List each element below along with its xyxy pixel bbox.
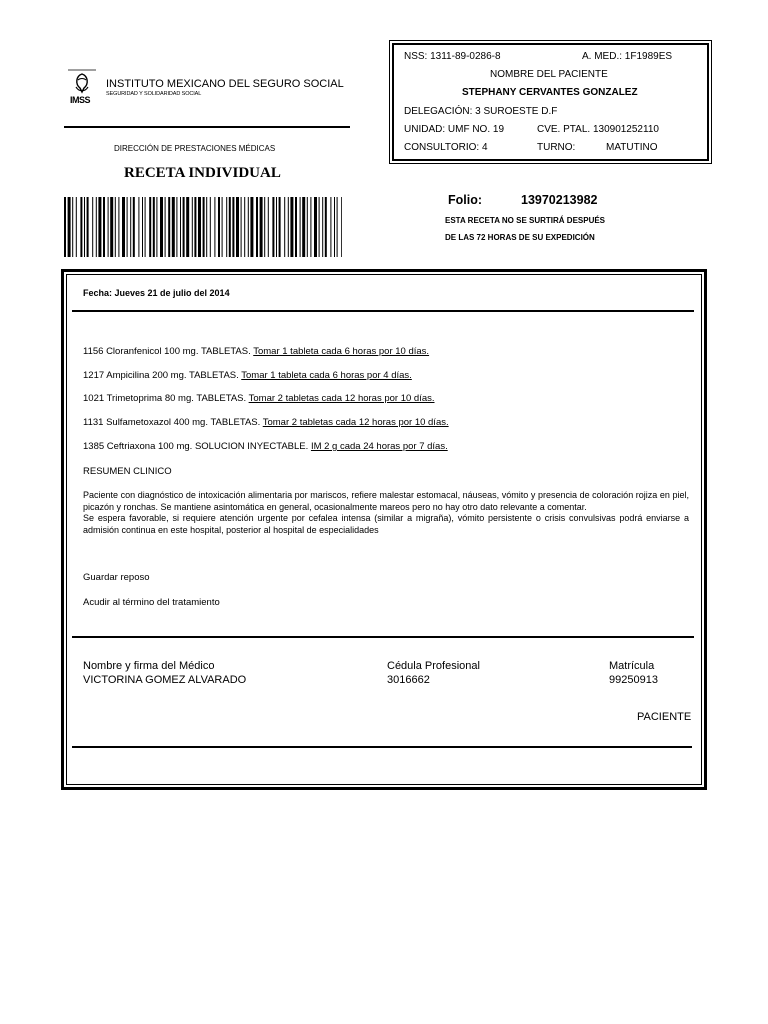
barcode-bar	[260, 197, 263, 257]
footer-divider	[72, 746, 692, 748]
barcode-bar	[218, 197, 220, 257]
barcode-bar	[310, 197, 311, 257]
unidad-field: UNIDAD: UMF NO. 19	[404, 124, 505, 135]
header-divider	[64, 126, 350, 128]
barcode-bar	[198, 197, 201, 257]
barcode-bar	[272, 197, 274, 257]
indication-followup: Acudir al término del tratamiento	[83, 597, 220, 608]
turno-label: TURNO:	[537, 142, 576, 153]
barcode-bar	[276, 197, 277, 257]
barcode-bar	[250, 197, 253, 257]
barcode-bar	[72, 197, 73, 257]
folio-label: Folio:	[448, 193, 483, 207]
clinical-summary-paragraph: Paciente con diagnóstico de intoxicación alimentaria por mariscos, refiere malestar estomacal, náuseas, vómito y presencia de coloración rojiza en piel, picazón y ronchas. Se mantiene asintomática en general, ocasionalmente mareos pero no hay otro dato relevante a comentar.	[83, 490, 689, 512]
expiry-notice-line-1: ESTA RECETA NO SE SURTIRÁ DESPUÉS	[445, 216, 606, 225]
matricula-value: 99250913	[609, 674, 658, 686]
clinical-summary-body	[83, 490, 689, 536]
barcode-bar	[288, 197, 289, 257]
cedula-label: Cédula Profesional	[387, 660, 480, 672]
barcode-bar	[241, 197, 242, 257]
barcode-bar	[210, 197, 211, 257]
barcode-bar	[300, 197, 301, 257]
medication-instructions: IM 2 g cada 24 horas por 7 días.	[310, 441, 448, 452]
barcode-bar	[341, 197, 342, 257]
copy-recipient-label: PACIENTE	[637, 711, 692, 723]
barcode-bar	[183, 197, 185, 257]
barcode-bar	[80, 197, 82, 257]
medication-name: 1385 Ceftriaxona 100 mg. SOLUCION INYECTABLE.	[83, 441, 309, 452]
folio-number: 13970213982	[521, 193, 598, 207]
barcode-bar	[192, 197, 193, 257]
barcode-bar	[226, 197, 227, 257]
cve-ptal-field: CVE. PTAL. 130901252110	[537, 124, 659, 135]
barcode-bar	[334, 197, 335, 257]
barcode-bar	[76, 197, 77, 257]
barcode-bar	[103, 197, 105, 257]
barcode-bar	[165, 197, 166, 257]
barcode-bar	[133, 197, 135, 257]
medication-name: 1131 Sulfametoxazol 400 mg. TABLETAS.	[83, 417, 261, 428]
barcode-bar	[248, 197, 249, 257]
medication-item	[83, 370, 412, 381]
barcode-bar	[319, 197, 320, 257]
matricula-label: Matrícula	[609, 660, 655, 672]
barcode-bar	[110, 197, 113, 257]
turno-value: MATUTINO	[606, 142, 658, 153]
barcode-bar	[84, 197, 85, 257]
barcode-bar	[168, 197, 170, 257]
medication-item	[83, 417, 449, 428]
barcode-bar	[236, 197, 239, 257]
medication-instructions: Tomar 1 tableta cada 6 horas por 4 días.	[241, 370, 412, 381]
clinical-summary-paragraph: Se espera favorable, si requiere atención urgente por cefalea intensa (similar a migraña), vómito persistente o crisis convulsivas podrá enviarse a admisión continua en este hospital, posterior al hospital de especialidades	[83, 513, 689, 535]
barcode-bar	[222, 197, 223, 257]
medication-name: 1156 Cloranfenicol 100 mg. TABLETAS.	[83, 346, 251, 357]
barcode-bar	[295, 197, 297, 257]
barcode-bar	[145, 197, 146, 257]
barcode-bar	[279, 197, 281, 257]
barcode-bar	[232, 197, 234, 257]
medication-instructions: Tomar 2 tabletas cada 12 horas por 10 días.	[248, 393, 435, 404]
medication-name: 1217 Ampicilina 200 mg. TABLETAS.	[83, 370, 239, 381]
barcode-bar	[68, 197, 71, 257]
barcode-bar	[87, 197, 89, 257]
barcode-bar	[268, 197, 269, 257]
a-med-field: A. MED.: 1F1989ES	[582, 51, 673, 62]
medication-name: 1021 Trimetoprima 80 mg. TABLETAS.	[83, 393, 247, 404]
barcode-bar	[314, 197, 317, 257]
barcode-bar	[156, 197, 157, 257]
barcode-bar	[256, 197, 258, 257]
barcode-bar	[108, 197, 109, 257]
imss-logo-text: IMSS	[70, 95, 91, 105]
barcode-bar	[325, 197, 327, 257]
barcode-bar	[160, 197, 163, 257]
barcode-bar	[122, 197, 125, 257]
prescription-date: Fecha: Jueves 21 de julio del 2014	[83, 288, 230, 298]
barcode-bar	[142, 197, 143, 257]
barcode-bar	[194, 197, 196, 257]
doctor-label: Nombre y firma del Médico	[83, 660, 215, 672]
barcode-bar	[92, 197, 93, 257]
patient-name-label: NOMBRE DEL PACIENTE	[490, 69, 608, 80]
medication-item	[83, 393, 435, 404]
imss-logo	[66, 68, 106, 106]
document-title: RECETA INDIVIDUAL	[124, 165, 281, 181]
barcode-bar	[322, 197, 323, 257]
consultorio-field: CONSULTORIO: 4	[404, 142, 488, 153]
barcode-bar	[307, 197, 308, 257]
medication-item	[83, 441, 448, 452]
institution-subtitle: SEGURIDAD Y SOLIDARIDAD SOCIAL	[106, 91, 202, 97]
clinical-summary-title: RESUMEN CLINICO	[83, 466, 172, 477]
barcode-bar	[138, 197, 139, 257]
barcode-bar	[203, 197, 205, 257]
barcode-bar	[96, 197, 97, 257]
barcode-bar	[302, 197, 305, 257]
indication-rest: Guardar reposo	[83, 572, 150, 583]
expiry-notice-line-2: DE LAS 72 HORAS DE SU EXPEDICIÓN	[445, 233, 595, 242]
nss-field: NSS: 1311-89-0286-8	[404, 51, 501, 62]
barcode-bar	[98, 197, 101, 257]
body-divider	[72, 636, 694, 638]
barcode-bar	[284, 197, 285, 257]
barcode-bar	[244, 197, 245, 257]
barcode-bar	[130, 197, 131, 257]
barcode-bar	[214, 197, 215, 257]
institution-name: INSTITUTO MEXICANO DEL SEGURO SOCIAL	[106, 78, 344, 90]
patient-name: STEPHANY CERVANTES GONZALEZ	[462, 87, 638, 98]
barcode-bar	[176, 197, 177, 257]
cedula-value: 3016662	[387, 674, 430, 686]
barcode-bar	[264, 197, 265, 257]
barcode-bar	[153, 197, 155, 257]
barcode-bar	[330, 197, 331, 257]
barcode-bar	[186, 197, 189, 257]
barcode-bar	[290, 197, 293, 257]
barcode-bar	[115, 197, 116, 257]
barcode-bar	[337, 197, 338, 257]
barcode-bar	[149, 197, 151, 257]
date-divider	[72, 310, 694, 312]
medication-item	[83, 346, 429, 357]
barcode-bar	[206, 197, 207, 257]
barcode-bar	[180, 197, 181, 257]
direction-label: DIRECCIÓN DE PRESTACIONES MÉDICAS	[114, 144, 276, 153]
medication-instructions: Tomar 2 tabletas cada 12 horas por 10 días.	[262, 417, 449, 428]
barcode	[64, 197, 342, 257]
barcode-bar	[229, 197, 231, 257]
barcode-bar	[64, 197, 66, 257]
barcode-bar	[172, 197, 175, 257]
doctor-name: VICTORINA GOMEZ ALVARADO	[83, 674, 247, 686]
barcode-bar	[127, 197, 128, 257]
patient-info-box	[392, 43, 709, 161]
delegacion-field: DELEGACIÓN: 3 SUROESTE D.F	[404, 106, 558, 117]
barcode-bar	[118, 197, 119, 257]
medication-instructions: Tomar 1 tableta cada 6 horas por 10 días.	[253, 346, 430, 357]
